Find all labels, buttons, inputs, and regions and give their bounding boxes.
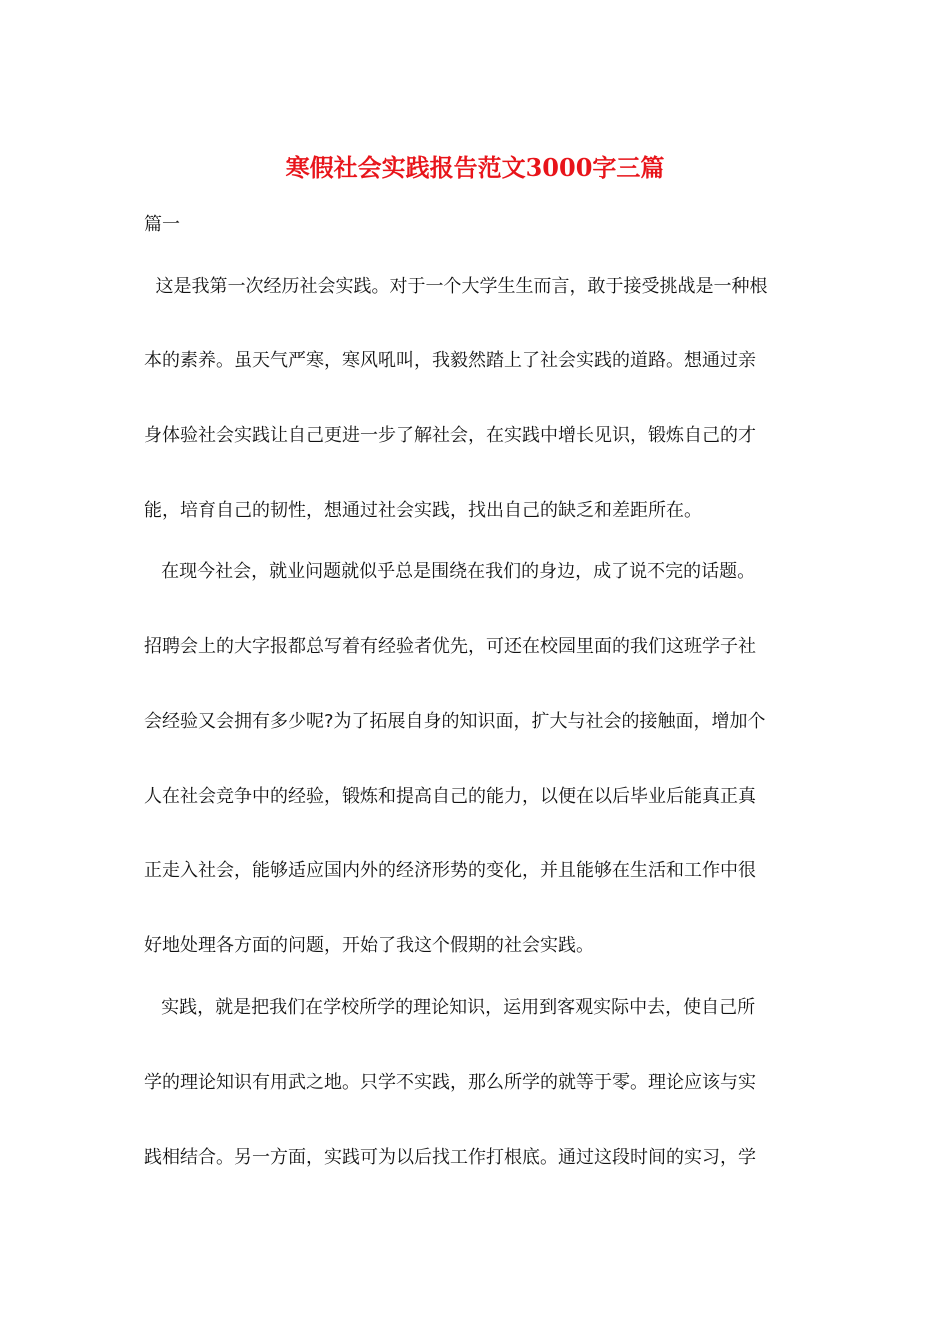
paragraph-line: 身体验社会实践让自己更进一步了解社会，在实践中增长见识，锻炼自己的才 (144, 425, 756, 446)
paragraph-line: 本的素养。虽天气严寒，寒风吼叫，我毅然踏上了社会实践的道路。想通过亲 (144, 350, 756, 371)
paragraph-line: 实践，就是把我们在学校所学的理论知识，运用到客观实际中去，使自己所 (144, 997, 756, 1018)
paragraph-line: 在现今社会，就业问题就似乎总是围绕在我们的身边，成了说不完的话题。 (144, 561, 756, 582)
paragraph-line: 能，培育自己的韧性，想通过社会实践，找出自己的缺乏和差距所在。 (144, 500, 702, 521)
paragraph-line: 人在社会竞争中的经验，锻炼和提高自己的能力，以便在以后毕业后能真正真 (144, 786, 756, 807)
paragraph-line: 好地处理各方面的问题，开始了我这个假期的社会实践。 (144, 935, 594, 956)
paragraph-line: 践相结合。另一方面，实践可为以后找工作打根底。通过这段时间的实习，学 (144, 1147, 756, 1168)
paragraph-line: 学的理论知识有用武之地。只学不实践，那么所学的就等于零。理论应该与实 (144, 1072, 756, 1093)
paragraph-line: 这是我第一次经历社会实践。对于一个大学生生而言，敢于接受挑战是一种根 (144, 276, 768, 297)
section-heading: 篇一 (144, 214, 180, 235)
paragraph-line: 正走入社会，能够适应国内外的经济形势的变化，并且能够在生活和工作中很 (144, 860, 756, 881)
paragraph-line: 会经验又会拥有多少呢?为了拓展自身的知识面，扩大与社会的接触面，增加个 (144, 711, 766, 732)
document-title: 寒假社会实践报告范文3000字三篇 (285, 153, 665, 182)
paragraph-line: 招聘会上的大字报都总写着有经验者优先，可还在校园里面的我们这班学子社 (144, 636, 756, 657)
